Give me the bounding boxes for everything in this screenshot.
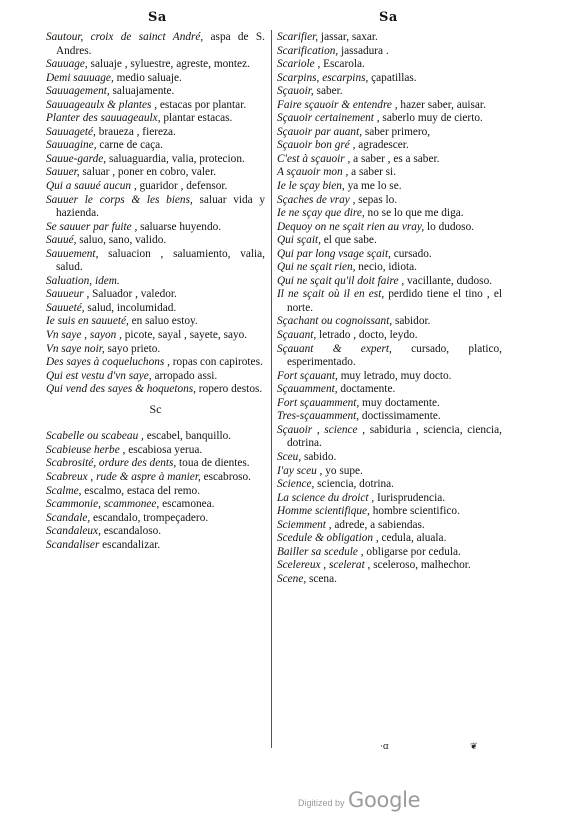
entry-headword: I'ay sceu , — [277, 464, 323, 477]
entry-definition: vacillante, dudoso. — [404, 274, 493, 287]
entry-definition: hombre scientifico. — [369, 505, 460, 518]
entry-definition: jassadura . — [338, 44, 389, 57]
entry-definition: estacas por plantar. — [157, 98, 247, 111]
entry-definition: saluaguardia, valia, protecion. — [106, 152, 245, 165]
entry-headword: Sciemment , — [277, 518, 332, 531]
entry-definition: sciencia, dotrina. — [314, 478, 395, 491]
entry-definition: escandaloso. — [100, 525, 162, 538]
ornament-mark-left: ·ɑ — [380, 742, 389, 752]
entry-headword: Sauuer, — [46, 166, 80, 179]
entry-headword: Tres-sçauamment, — [277, 410, 360, 423]
entry-definition: doctissimamente. — [359, 410, 441, 423]
digitized-by-text: Digitized by — [298, 798, 345, 808]
dictionary-entry — [277, 221, 502, 235]
dictionary-entry — [46, 112, 265, 126]
entry-definition: letrado , docto, leydo. — [316, 329, 418, 342]
entry-definition: muy letrado, muy docto. — [337, 369, 452, 382]
dictionary-entry — [46, 139, 265, 153]
dictionary-entry — [277, 58, 502, 72]
entry-definition: el que sabe. — [320, 234, 377, 247]
entry-definition: guaridor , defensor. — [136, 180, 228, 193]
entry-definition: jassar, saxar. — [318, 31, 378, 43]
dictionary-entry — [277, 532, 502, 546]
entry-definition: Iurisprudencia. — [374, 491, 446, 504]
entry-headword: Scarifier, — [277, 31, 319, 43]
entry-headword: Qui sçait, — [277, 234, 321, 247]
entry-headword: Ie ne sçay que dire, — [277, 207, 365, 220]
entry-definition: carne de caça. — [96, 139, 163, 152]
dictionary-entry — [46, 471, 265, 485]
dictionary-entry — [46, 221, 265, 235]
entry-definition: a saber , es a saber. — [350, 152, 440, 165]
dictionary-entry — [277, 288, 502, 315]
entry-headword: Qui a sauué aucun , — [46, 180, 137, 193]
dictionary-entry — [46, 444, 265, 458]
entry-headword: Homme scientifique, — [277, 505, 370, 518]
dictionary-entry — [277, 397, 502, 411]
dictionary-entry — [277, 99, 502, 113]
dictionary-entry — [277, 465, 502, 479]
dictionary-entry — [46, 288, 265, 302]
dictionary-entry — [277, 126, 502, 140]
dictionary-entry — [277, 248, 502, 262]
entry-headword: Sauuagement, — [46, 85, 110, 98]
entry-headword: Ie le sçay bien, — [277, 180, 345, 193]
dictionary-entry — [46, 31, 265, 58]
dictionary-entry — [46, 194, 265, 221]
entry-definition: saberlo muy de cierto. — [379, 112, 483, 125]
entry-headword: Sçauamment, — [277, 383, 338, 396]
dictionary-entry — [46, 370, 265, 384]
dictionary-entry — [46, 512, 265, 526]
dictionary-entry — [46, 180, 265, 194]
entry-headword: Science, — [277, 478, 315, 491]
entry-headword: Ie suis en sauueté, — [46, 315, 129, 328]
entry-definition: arropado assi. — [151, 369, 218, 382]
entry-definition: necio, idiota. — [355, 261, 417, 274]
entry-definition: saluajamente. — [109, 85, 175, 98]
section-letter-sc: Sc — [149, 401, 162, 416]
dictionary-entry — [277, 261, 502, 275]
entry-headword: Qui par long vsage sçait, — [277, 247, 391, 260]
dictionary-entry — [277, 546, 502, 560]
entry-definition: sabiduria , sciencia, ciencia, dotrina. — [287, 423, 502, 450]
entry-definition: saber primero, — [362, 125, 431, 138]
entry-headword: Il ne sçait où il en est, — [277, 288, 385, 301]
entry-headword: Sauué, — [46, 234, 77, 247]
entry-headword: Sçauoir bon gré , — [277, 139, 356, 152]
entry-headword: Bailler sa scedule , — [277, 545, 364, 558]
dictionary-entry — [277, 492, 502, 506]
dictionary-entry — [277, 315, 502, 329]
entry-definition: sabidor. — [392, 315, 431, 328]
entry-definition: saluo, sano, valido. — [76, 234, 167, 247]
dictionary-entry — [277, 194, 502, 208]
dictionary-entry — [277, 180, 502, 194]
dictionary-entry — [277, 424, 502, 451]
entry-definition: Saluador , valedor. — [89, 288, 177, 301]
entry-definition: escandalizar. — [99, 538, 161, 551]
entry-headword: Sauue-garde, — [46, 152, 107, 165]
dictionary-entry — [277, 410, 502, 424]
column-divider — [271, 30, 272, 748]
entry-headword: Scandaliser — [46, 538, 100, 551]
dictionary-entry — [277, 559, 502, 573]
dictionary-entry — [277, 451, 502, 465]
entry-definition: ropero destos. — [195, 383, 263, 396]
dictionary-entry — [46, 315, 265, 329]
dictionary-entry — [46, 498, 265, 512]
entry-definition: picote, sayal , sayete, sayo. — [121, 329, 248, 342]
entry-definition: aspa de S. Andres. — [56, 31, 265, 57]
left-entries-sa — [46, 31, 265, 397]
entry-definition: escandalo, trompeçadero. — [90, 511, 209, 524]
entry-definition: doctamente. — [337, 383, 396, 396]
entry-definition: saluar vida y hazienda. — [56, 193, 266, 220]
entry-headword: Scene, — [277, 572, 307, 585]
entry-headword: A sçauoir mon , — [277, 166, 349, 179]
entry-headword: Sauuagine, — [46, 139, 97, 152]
entry-headword: Sauuer le corps & les biens, — [46, 193, 193, 206]
dictionary-entry — [46, 153, 265, 167]
entry-definition: sayo prieto. — [104, 342, 161, 355]
entry-headword: Qui est vestu d'vn saye, — [46, 369, 152, 382]
entry-headword: Sceu, — [277, 450, 302, 463]
entry-definition: saluar , poner en cobro, valer. — [79, 166, 217, 179]
dictionary-entry — [277, 478, 502, 492]
entry-definition: sceleroso, malhechor. — [370, 559, 471, 572]
entry-definition: medio saluaje. — [113, 71, 182, 84]
dictionary-entry — [277, 275, 502, 289]
entry-definition: saluarse huyendo. — [137, 220, 222, 233]
dictionary-entry — [277, 85, 502, 99]
dictionary-entry — [277, 153, 502, 167]
entry-headword: Qui ne sçait rien, — [277, 261, 356, 274]
entry-headword: Scandaleux, — [46, 525, 101, 538]
entry-definition: saluaje , syluestre, agreste, montez. — [87, 58, 250, 71]
entry-definition: yo supe. — [322, 464, 363, 477]
dictionary-entry — [277, 166, 502, 180]
entry-headword: La science du droict , — [277, 491, 375, 504]
entry-definition: toua de dientes. — [176, 457, 250, 470]
entry-headword: Faire sçauoir & entendre , — [277, 98, 398, 111]
entry-headword: Sauueur , — [46, 288, 90, 301]
right-column — [277, 31, 502, 586]
entry-headword: Qui vend des sayes & hoquetons, — [46, 383, 196, 396]
dictionary-entry — [46, 99, 265, 113]
entry-definition: saber. — [313, 85, 343, 98]
entry-definition: çapatillas. — [368, 71, 417, 84]
entry-definition: ropas con capirotes. — [169, 356, 263, 369]
dictionary-entry — [277, 370, 502, 384]
dictionary-entry — [277, 31, 502, 45]
entry-definition: Escarola. — [320, 58, 365, 71]
entry-definition: agradescer. — [355, 139, 409, 152]
entry-headword: Planter des sauuageaulx, — [46, 112, 161, 125]
entry-headword: Sçauoir , science , — [277, 423, 366, 436]
dictionary-entry — [277, 343, 502, 370]
entry-definition: obligarse por cedula. — [363, 545, 461, 558]
entry-headword: Scarification, — [277, 44, 339, 57]
entry-headword: Demi sauuage, — [46, 71, 114, 84]
entry-definition: saluacion , saluamiento, valia, salud. — [56, 247, 265, 274]
dictionary-entry — [46, 85, 265, 99]
ornament-mark-right: ❦ — [470, 742, 478, 752]
dictionary-entry — [46, 539, 265, 553]
entry-definition: hazer saber, auisar. — [397, 98, 486, 111]
dictionary-entry — [277, 329, 502, 343]
entry-definition: ya me lo se. — [344, 180, 402, 193]
entry-definition: escabel, banquillo. — [143, 430, 232, 443]
entry-headword: Dequoy on ne sçait rien au vray, — [277, 220, 425, 233]
entry-headword: Scarpins, escarpins, — [277, 71, 369, 84]
dictionary-entry — [46, 329, 265, 343]
entry-headword: Fort sçauamment, — [277, 396, 360, 409]
entry-headword: Sçauoir certainement , — [277, 112, 380, 125]
entry-definition: sepas lo. — [355, 193, 398, 206]
entry-definition: plantar estacas. — [160, 112, 233, 125]
entry-definition: escabiosa yerua. — [125, 443, 203, 456]
entry-headword: Vn saye noir, — [46, 342, 105, 355]
entry-definition: cedula, aluala. — [378, 532, 447, 545]
entry-headword: Sautour, croix de sainct André, — [46, 31, 204, 43]
entry-definition: cursado. — [390, 247, 432, 260]
entry-headword: C'est à sçauoir , — [277, 152, 351, 165]
entry-definition: escalmo, estaca del remo. — [81, 484, 201, 497]
dictionary-entry — [46, 248, 265, 275]
entry-headword: Scabrosité, ordure des dents, — [46, 457, 177, 470]
entry-headword: Scelereux , scelerat , — [277, 559, 371, 572]
dictionary-entry — [46, 457, 265, 471]
dictionary-entry — [46, 356, 265, 370]
dictionary-entry — [277, 573, 502, 587]
entry-headword: Scedule & obligation , — [277, 532, 379, 545]
entry-headword: Sçaches de vray , — [277, 193, 356, 206]
entry-headword: Qui ne sçait qu'il doit faire , — [277, 274, 405, 287]
dictionary-entry — [277, 139, 502, 153]
entry-definition: escamonea. — [159, 498, 215, 511]
entry-headword: Se sauuer par fuite , — [46, 220, 138, 233]
entry-definition: muy doctamente. — [359, 396, 440, 409]
entry-definition: lo dudoso. — [424, 220, 475, 233]
entry-definition: sabido. — [301, 450, 337, 463]
entry-headword: Scandale, — [46, 511, 91, 524]
entry-headword: Saluation, idem. — [46, 274, 120, 287]
dictionary-entry — [277, 112, 502, 126]
entry-headword: Scabelle ou scabeau , — [46, 430, 144, 443]
entry-headword: Scabieuse herbe , — [46, 443, 126, 456]
dictionary-entry — [277, 207, 502, 221]
entry-headword: Sauuement, — [46, 247, 99, 260]
dictionary-entry — [46, 430, 265, 444]
dictionary-entry — [277, 519, 502, 533]
entry-headword: Scammonie, scammonee, — [46, 498, 160, 511]
right-entries-sc — [277, 31, 502, 586]
entry-headword: Sauuageaulx & plantes , — [46, 98, 158, 111]
dictionary-entry — [277, 234, 502, 248]
entry-definition: braueza , fiereza. — [95, 125, 176, 138]
entry-headword: Sçauoir par auant, — [277, 125, 363, 138]
entry-headword: Sçachant ou cognoissant, — [277, 315, 393, 328]
running-head-left: Sa — [148, 10, 167, 25]
entry-headword: Sçauant, — [277, 329, 317, 342]
dictionary-entry — [277, 72, 502, 86]
entry-headword: Scalme, — [46, 484, 82, 497]
entry-definition: perdido tiene el tino , el norte. — [287, 288, 502, 314]
dictionary-entry — [46, 58, 265, 72]
entry-headword: Sçauant & expert, — [277, 342, 392, 355]
entry-headword: Fort sçauant, — [277, 369, 338, 382]
dictionary-entry — [277, 383, 502, 397]
entry-headword: Des sayes à coqueluchons , — [46, 356, 170, 369]
dictionary-entry — [46, 234, 265, 248]
entry-headword: Scariole , — [277, 58, 321, 71]
entry-headword: Vn saye , sayon , — [46, 329, 122, 342]
dictionary-entry — [277, 505, 502, 519]
dictionary-entry — [46, 383, 265, 397]
entry-headword: Sauuageté, — [46, 125, 96, 138]
dictionary-entry — [46, 302, 265, 316]
entry-definition: a saber si. — [348, 166, 397, 179]
entry-definition: scena. — [306, 572, 337, 585]
left-entries-sc — [46, 430, 265, 552]
dictionary-entry — [46, 275, 265, 289]
entry-headword: Sçauoir, — [277, 85, 314, 98]
google-watermark: Google — [348, 788, 421, 812]
entry-definition: no se lo que me diga. — [364, 207, 464, 220]
dictionary-entry — [277, 45, 502, 59]
entry-definition: salud, incolumidad. — [84, 301, 177, 314]
dictionary-entry — [46, 126, 265, 140]
entry-definition: adrede, a sabiendas. — [331, 518, 425, 531]
left-column — [46, 31, 265, 552]
running-head-right: Sa — [379, 10, 398, 25]
entry-definition: escabroso. — [200, 470, 251, 483]
dictionary-entry — [46, 485, 265, 499]
entry-definition: cursado, platico, esperimentado. — [287, 342, 502, 369]
dictionary-entry — [46, 525, 265, 539]
dictionary-entry — [46, 166, 265, 180]
entry-definition: en saluo estoy. — [128, 315, 198, 328]
entry-headword: Sauueté, — [46, 301, 85, 314]
entry-headword: Scabreux , rude & aspre à manier, — [46, 470, 201, 483]
dictionary-entry — [46, 343, 265, 357]
entry-headword: Sauuage, — [46, 58, 88, 71]
dictionary-entry — [46, 72, 265, 86]
